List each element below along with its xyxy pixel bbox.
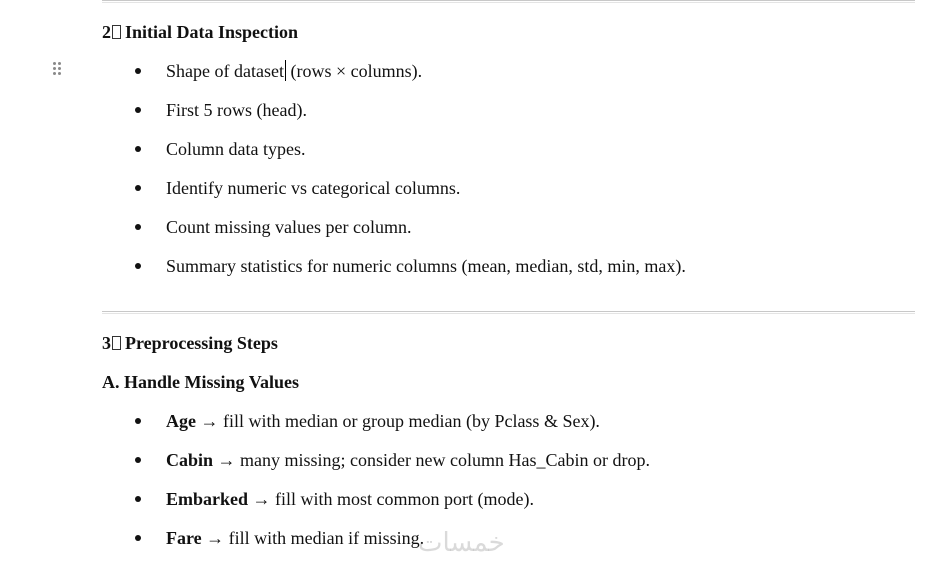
list-item <box>0 177 946 199</box>
list-item-text[interactable]: First 5 rows (head). <box>166 100 307 120</box>
bullet-icon <box>135 457 141 463</box>
section-2-heading <box>102 21 298 43</box>
list-item-text[interactable]: Identify numeric vs categorical columns. <box>166 178 461 198</box>
list-item-text[interactable] <box>166 60 422 82</box>
bullet-icon <box>135 224 141 230</box>
list-item-term: Age <box>166 411 196 431</box>
bullet-icon <box>135 68 141 74</box>
list-item <box>0 138 946 160</box>
divider-middle <box>102 311 915 314</box>
list-item <box>0 99 946 121</box>
list-item <box>0 60 946 82</box>
bullet-icon <box>135 263 141 269</box>
list-item <box>0 255 946 277</box>
list-item-term: Fare <box>166 528 202 548</box>
list-item-description: → fill with most common port (mode). <box>248 489 534 509</box>
bullet-icon <box>135 146 141 152</box>
section-3-number: 3 <box>102 333 111 353</box>
bullet-icon <box>135 418 141 424</box>
bullet-icon <box>135 496 141 502</box>
missing-glyph-box-icon <box>112 336 121 350</box>
list-item <box>0 216 946 238</box>
list-item <box>0 527 946 549</box>
list-item-description: → fill with median if missing. <box>201 528 425 548</box>
list-item <box>0 488 946 510</box>
list-item-text[interactable]: Column data types. <box>166 139 306 159</box>
section-3-heading <box>102 332 278 354</box>
missing-glyph-box-icon <box>112 25 121 39</box>
list-item-text[interactable] <box>166 527 424 549</box>
section-2-number: 2 <box>102 22 111 42</box>
list-item-text-pre: Shape of dataset <box>166 61 284 81</box>
list-item-text[interactable] <box>166 449 650 471</box>
section-3-subheading: A. Handle Missing Values <box>102 372 300 392</box>
list-item-text[interactable] <box>166 488 534 510</box>
list-item-text-post: (rows × columns). <box>285 61 423 81</box>
list-item-text[interactable]: Summary statistics for numeric columns (mean, median, std, min, max). <box>166 256 686 276</box>
list-item <box>0 449 946 471</box>
list-item-term: Cabin <box>166 450 214 470</box>
bullet-icon <box>135 535 141 541</box>
list-item <box>0 410 946 432</box>
section-3-title: Preprocessing Steps <box>125 333 278 353</box>
list-item-description: → many missing; consider new column Has_Cabin or drop. <box>213 450 650 470</box>
list-item-term: Embarked <box>166 489 249 509</box>
bullet-icon <box>135 107 141 113</box>
list-item-text[interactable] <box>166 410 600 432</box>
watermark-logo: خمسات <box>418 528 505 558</box>
list-item-description: → fill with median or group median (by Pclass & Sex). <box>196 411 600 431</box>
list-item-text[interactable]: Count missing values per column. <box>166 217 412 237</box>
bullet-icon <box>135 185 141 191</box>
divider-top <box>102 0 915 3</box>
section-2-title: Initial Data Inspection <box>125 22 299 42</box>
